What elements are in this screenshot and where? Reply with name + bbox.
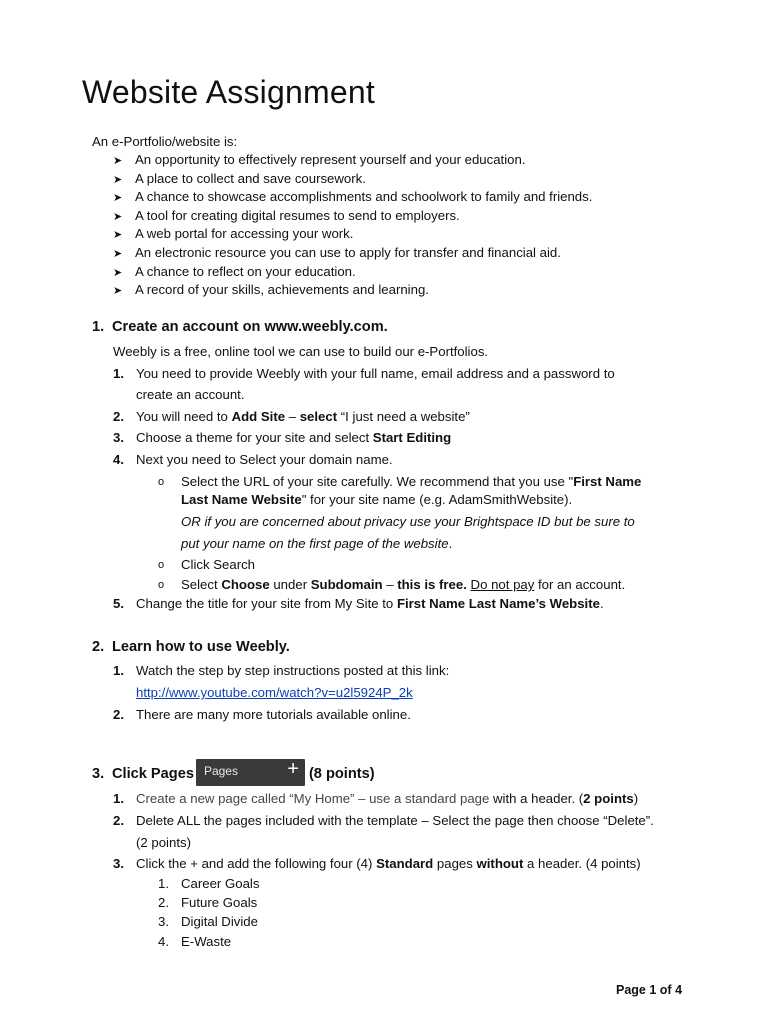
s3-page-item: 3. Digital Divide xyxy=(158,914,258,929)
intro-bullet: ➤ A tool for creating digital resumes to send to employers. xyxy=(113,207,592,226)
s1-item-5: 5. Change the title for your site from My Site to First Name Last Name’s Website. xyxy=(113,596,604,611)
arrow-bullet-icon: ➤ xyxy=(113,192,123,205)
intro-bullet: ➤ A place to collect and save coursework. xyxy=(113,170,592,189)
s1-sub-item-c: o Select Choose under Subdomain – this is free. Do not pay for an account. xyxy=(158,577,626,592)
s2-item-1: 1. Watch the step by step instructions posted at this link: xyxy=(113,663,450,678)
s2-item-2: 2. There are many more tutorials available online. xyxy=(113,707,411,722)
arrow-bullet-icon: ➤ xyxy=(113,266,123,279)
s1-sub-item-a-note-cont: put your name on the first page of the website. xyxy=(181,536,453,551)
s1-sub-item-a: o Select the URL of your site carefully. We recommend that you use "First Name xyxy=(158,474,642,489)
arrow-bullet-icon: ➤ xyxy=(113,247,123,260)
s3-page-item: 2. Future Goals xyxy=(158,895,258,910)
s3-page-item: 4. E-Waste xyxy=(158,934,232,949)
youtube-tutorial-link[interactable]: http://www.youtube.com/watch?v=u2l5924P_2k xyxy=(136,685,413,700)
s1-item-1: 1. You need to provide Weebly with your full name, email address and a password to xyxy=(113,366,615,381)
intro-bullet: ➤ An opportunity to effectively represent yourself and your education. xyxy=(113,151,592,170)
s3-item-2: 2. Delete ALL the pages included with the template – Select the page then choose “Delete”. xyxy=(113,813,654,828)
intro-lead: An e-Portfolio/website is: xyxy=(92,134,238,149)
s1-sub-item-a-cont: Last Name Website" for your site name (e.g. AdamSmithWebsite). xyxy=(181,492,573,507)
intro-bullet: ➤ A chance to reflect on your education. xyxy=(113,263,592,282)
s1-item-3: 3. Choose a theme for your site and select Start Editing xyxy=(113,430,452,445)
s2-item-1-link-row xyxy=(136,684,413,702)
s1-sub-item-b: o Click Search xyxy=(158,557,256,572)
s1-item-2: 2. You will need to Add Site – select “I just need a website” xyxy=(113,409,470,424)
section-3-heading: 3. Click Pages Pages + (8 points) xyxy=(92,757,375,784)
arrow-bullet-icon: ➤ xyxy=(113,285,123,298)
section-1-heading: 1. Create an account on www.weebly.com. xyxy=(92,319,388,335)
intro-bullet: ➤ A chance to showcase accomplishments and schoolwork to family and friends. xyxy=(113,188,592,207)
section-1-intro: Weebly is a free, online tool we can use to build our e-Portfolios. xyxy=(113,344,489,359)
arrow-bullet-icon: ➤ xyxy=(113,155,123,167)
document-title: Website Assignment xyxy=(82,74,375,110)
s1-item-1-cont: create an account. xyxy=(136,387,245,402)
arrow-bullet-icon: ➤ xyxy=(113,210,123,223)
intro-bullet: ➤ An electronic resource you can use to apply for transfer and financial aid. xyxy=(113,244,592,263)
intro-bullet-list xyxy=(113,151,592,300)
s1-item-4: 4. Next you need to Select your domain name. xyxy=(113,452,393,467)
intro-bullet: ➤ A record of your skills, achievements and learning. xyxy=(113,281,592,300)
arrow-bullet-icon: ➤ xyxy=(113,173,123,186)
s3-item-2-cont: (2 points) xyxy=(136,835,191,850)
section-2-heading: 2. Learn how to use Weebly. xyxy=(92,639,290,655)
intro-bullet: ➤ A web portal for accessing your work. xyxy=(113,225,592,244)
arrow-bullet-icon: ➤ xyxy=(113,229,123,242)
pages-button-image: Pages + xyxy=(196,759,305,786)
s3-item-3: 3. Click the + and add the following four (4) Standard pages without a header. (4 points) xyxy=(113,856,641,871)
s3-item-1: 1. Create a new page called “My Home” – use a standard page with a header. (2 points) xyxy=(113,791,639,806)
page-number-footer: Page 1 of 4 xyxy=(616,983,683,997)
plus-icon: + xyxy=(287,758,299,780)
s3-page-item: 1. Career Goals xyxy=(158,876,260,891)
s1-sub-item-a-note: OR if you are concerned about privacy use your Brightspace ID but be sure to xyxy=(181,514,635,529)
